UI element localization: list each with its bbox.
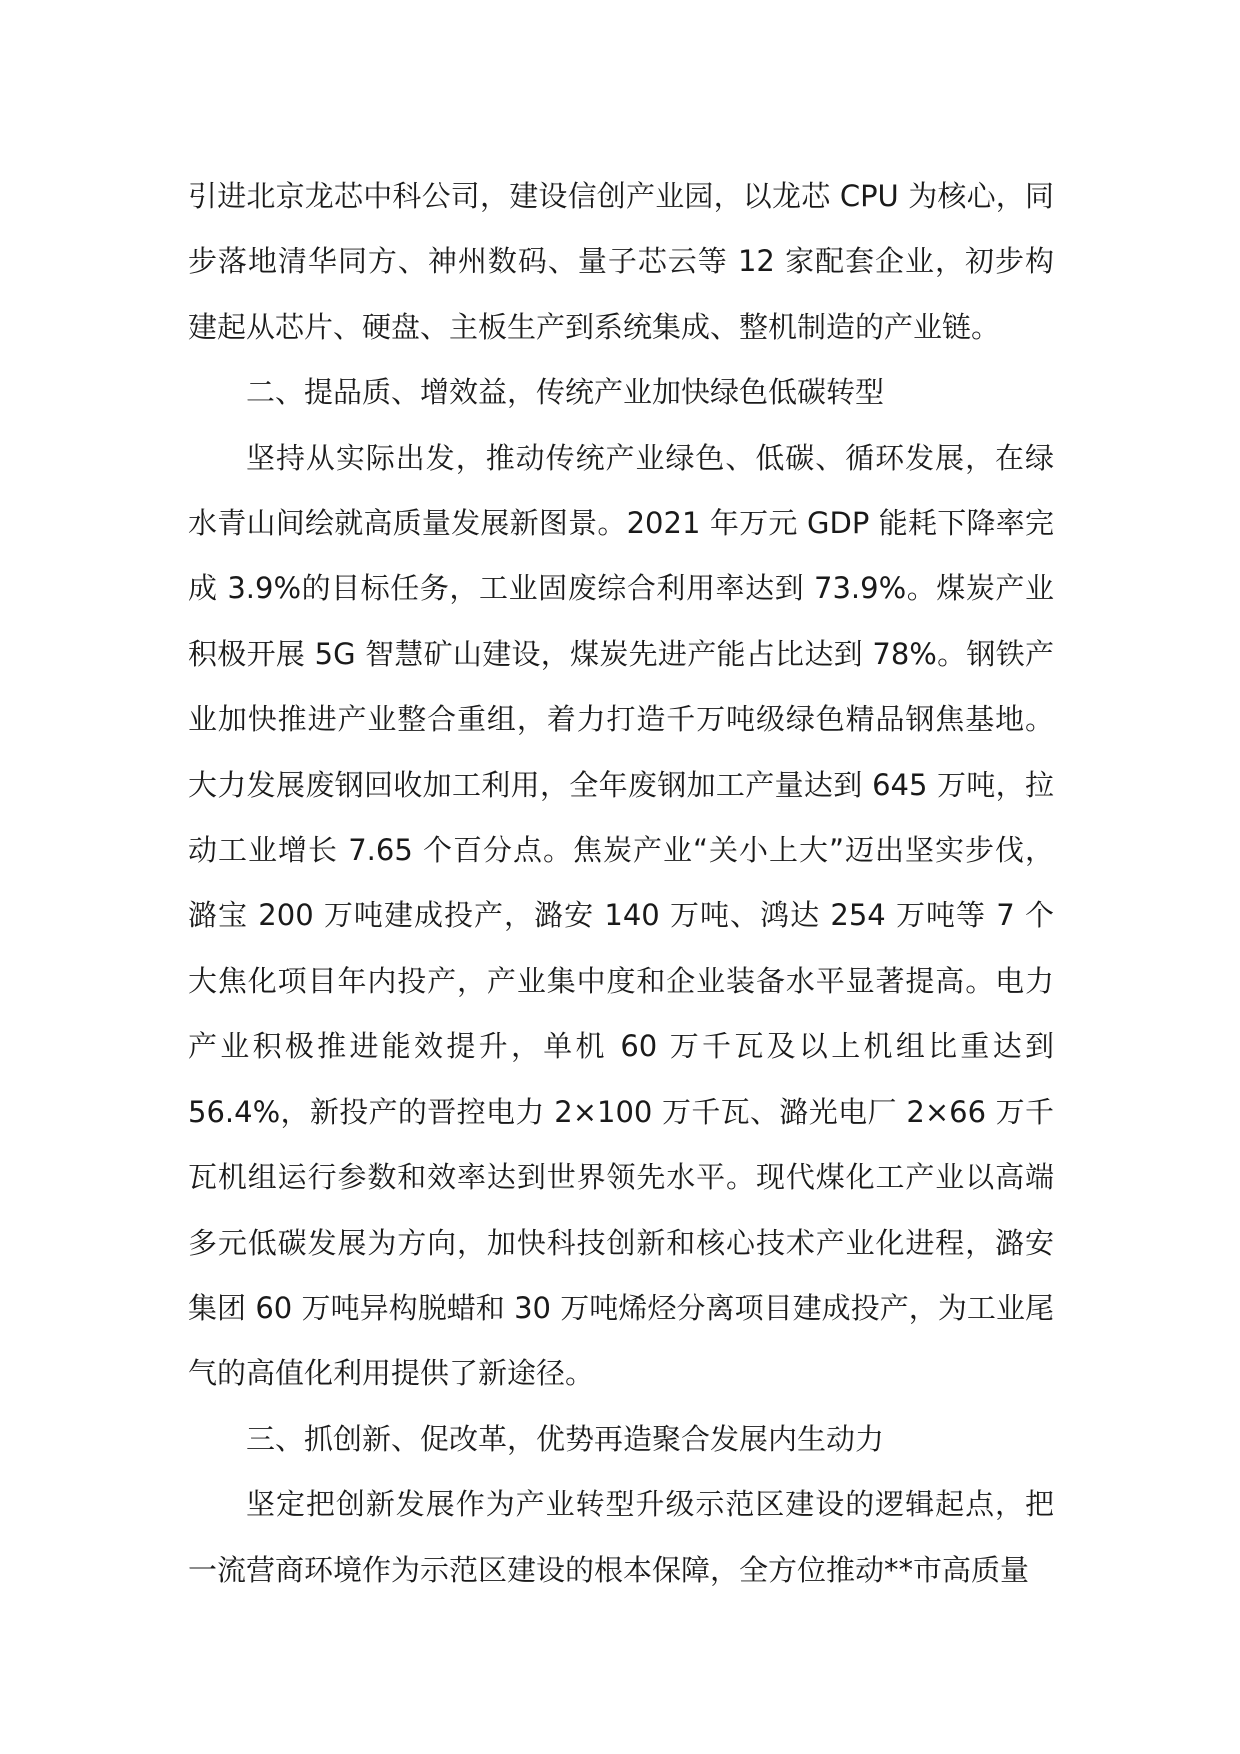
document-body: [188, 164, 1054, 1603]
paragraph-traditional-industry: 坚持从实际出发，推动传统产业绿色、低碳、循环发展，在绿水青山间绘就高质量发展新图景。2021 年万元 GDP 能耗下降率完成 3.9%的目标任务，工业固废综合利用率达到 73.9%。煤炭产业积极开展 5G 智慧矿山建设，煤炭先进产能占比达到 78%。钢铁产业加快推进产业整合重组，着力打造千万吨级绿色精品钢焦基地。大力发展废钢回收加工利用，全年废钢加工产量达到 645 万吨，拉动工业增长 7.65 个百分点。焦炭产业“关小上大”迈出坚实步伐，潞宝 200 万吨建成投产，潞安 140 万吨、鸿达 254 万吨等 7 个大焦化项目年内投产，产业集中度和企业装备水平显著提高。电力产业积极推进能效提升，单机 60 万千瓦及以上机组比重达到 56.4%，新投产的晋控电力 2×100 万千瓦、潞光电厂 2×66 万千瓦机组运行参数和效率达到世界领先水平。现代煤化工产业以高端多元低碳发展为方向，加快科技创新和核心技术产业化进程，潞安集团 60 万吨异构脱蜡和 30 万吨烯烃分离项目建成投产，为工业尾气的高值化利用提供了新途径。: [188, 440, 1054, 1391]
paragraph-innovation: 坚定把创新发展作为产业转型升级示范区建设的逻辑起点，把一流营商环境作为示范区建设的根本保障，全方位推动**市高质量: [188, 1487, 1054, 1587]
section-heading-2: 二、提品质、增效益，传统产业加快绿色低碳转型: [246, 375, 885, 410]
section-heading-3: 三、抓创新、促改革，优势再造聚合发展内生动力: [246, 1421, 885, 1456]
paragraph-continued: 引进北京龙芯中科公司，建设信创产业园，以龙芯 CPU 为核心，同步落地清华同方、神州数码、量子芯云等 12 家配套企业，初步构建起从芯片、硬盘、主板生产到系统集成、整机制造的产业链。: [188, 179, 1054, 344]
